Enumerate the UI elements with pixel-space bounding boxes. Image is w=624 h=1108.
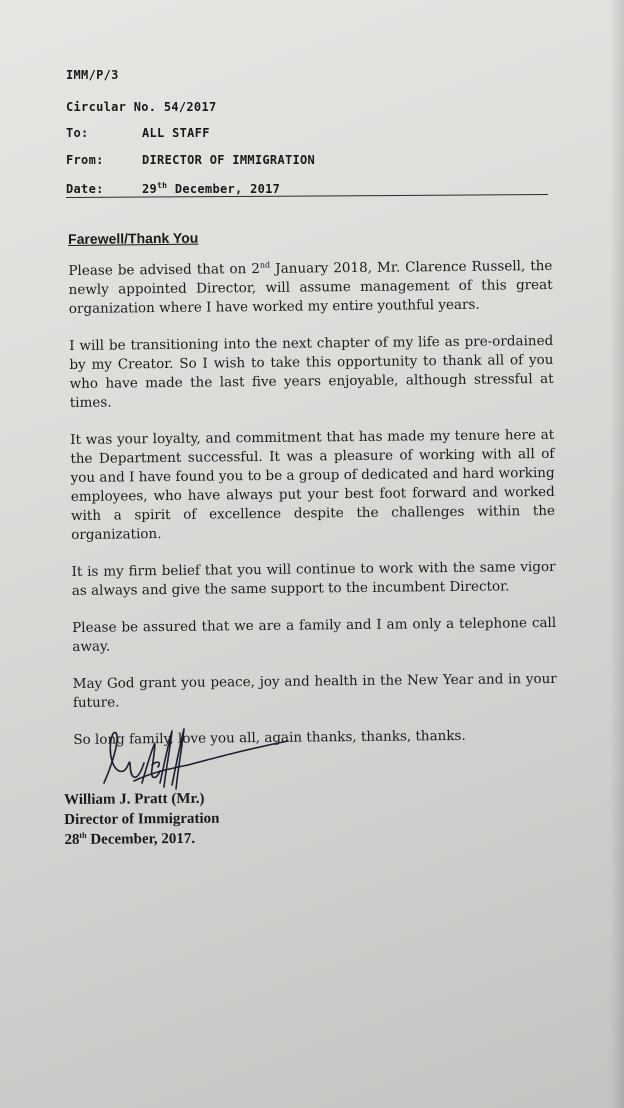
signoff-date: 28th December, 2017. [64,830,196,848]
paragraph-1: Please be advised that on 2nd January 2018, Mr. Clarence Russell, the newly appointed Director, will assume management of this great organization where I have worked my entire youthful years. [68,257,553,317]
from-label: From: [66,153,104,167]
paragraph-4: It is my firm belief that you will continue to work with the same vigor as always and give the same support to the incumbent Director. [71,558,556,599]
signatory-details [64,789,220,850]
paragraph-5: Please be assured that we are a family and I am only a telephone call away. [72,614,557,655]
from-row [66,153,546,169]
paragraph-7: So long family, love you all, again thanks, thanks, thanks. [73,727,466,748]
paragraph-6: May God grant you peace, joy and health in the New Year and in your future. [72,670,557,711]
letter-body [68,225,558,768]
signature-block [60,725,320,875]
date-label: Date: [66,182,104,196]
circular-number: Circular No. 54/2017 [66,100,217,114]
to-row [66,126,546,142]
reference-number: IMM/P/3 [66,68,119,82]
letter-subject: Farewell/Thank You [68,229,199,247]
signatory-name: William J. Pratt (Mr.) [64,790,205,808]
signatory-title: Director of Immigration [64,810,220,828]
from-value: DIRECTOR OF IMMIGRATION [142,153,316,167]
paragraph-3: It was your loyalty, and commitment that has made my tenure here at the Department successful. It was a pleasure of working with all of you and I have found you to be a group of dedicated and hard working employees, who have always put your best foot forward and worked with a spirit of excellence despite the challenges within the organization. [70,426,556,543]
to-value: ALL STAFF [142,126,210,140]
page-edge-shadow [610,0,624,1108]
date-value: 29th December, 2017 [142,181,281,196]
paragraph-2: I will be transitioning into the next chapter of my life as pre-ordained by my Creator. So I wish to take this opportunity to thank all of you who have made the last five years enjoyable, although stressful at times. [69,332,554,411]
to-label: To: [66,126,89,140]
